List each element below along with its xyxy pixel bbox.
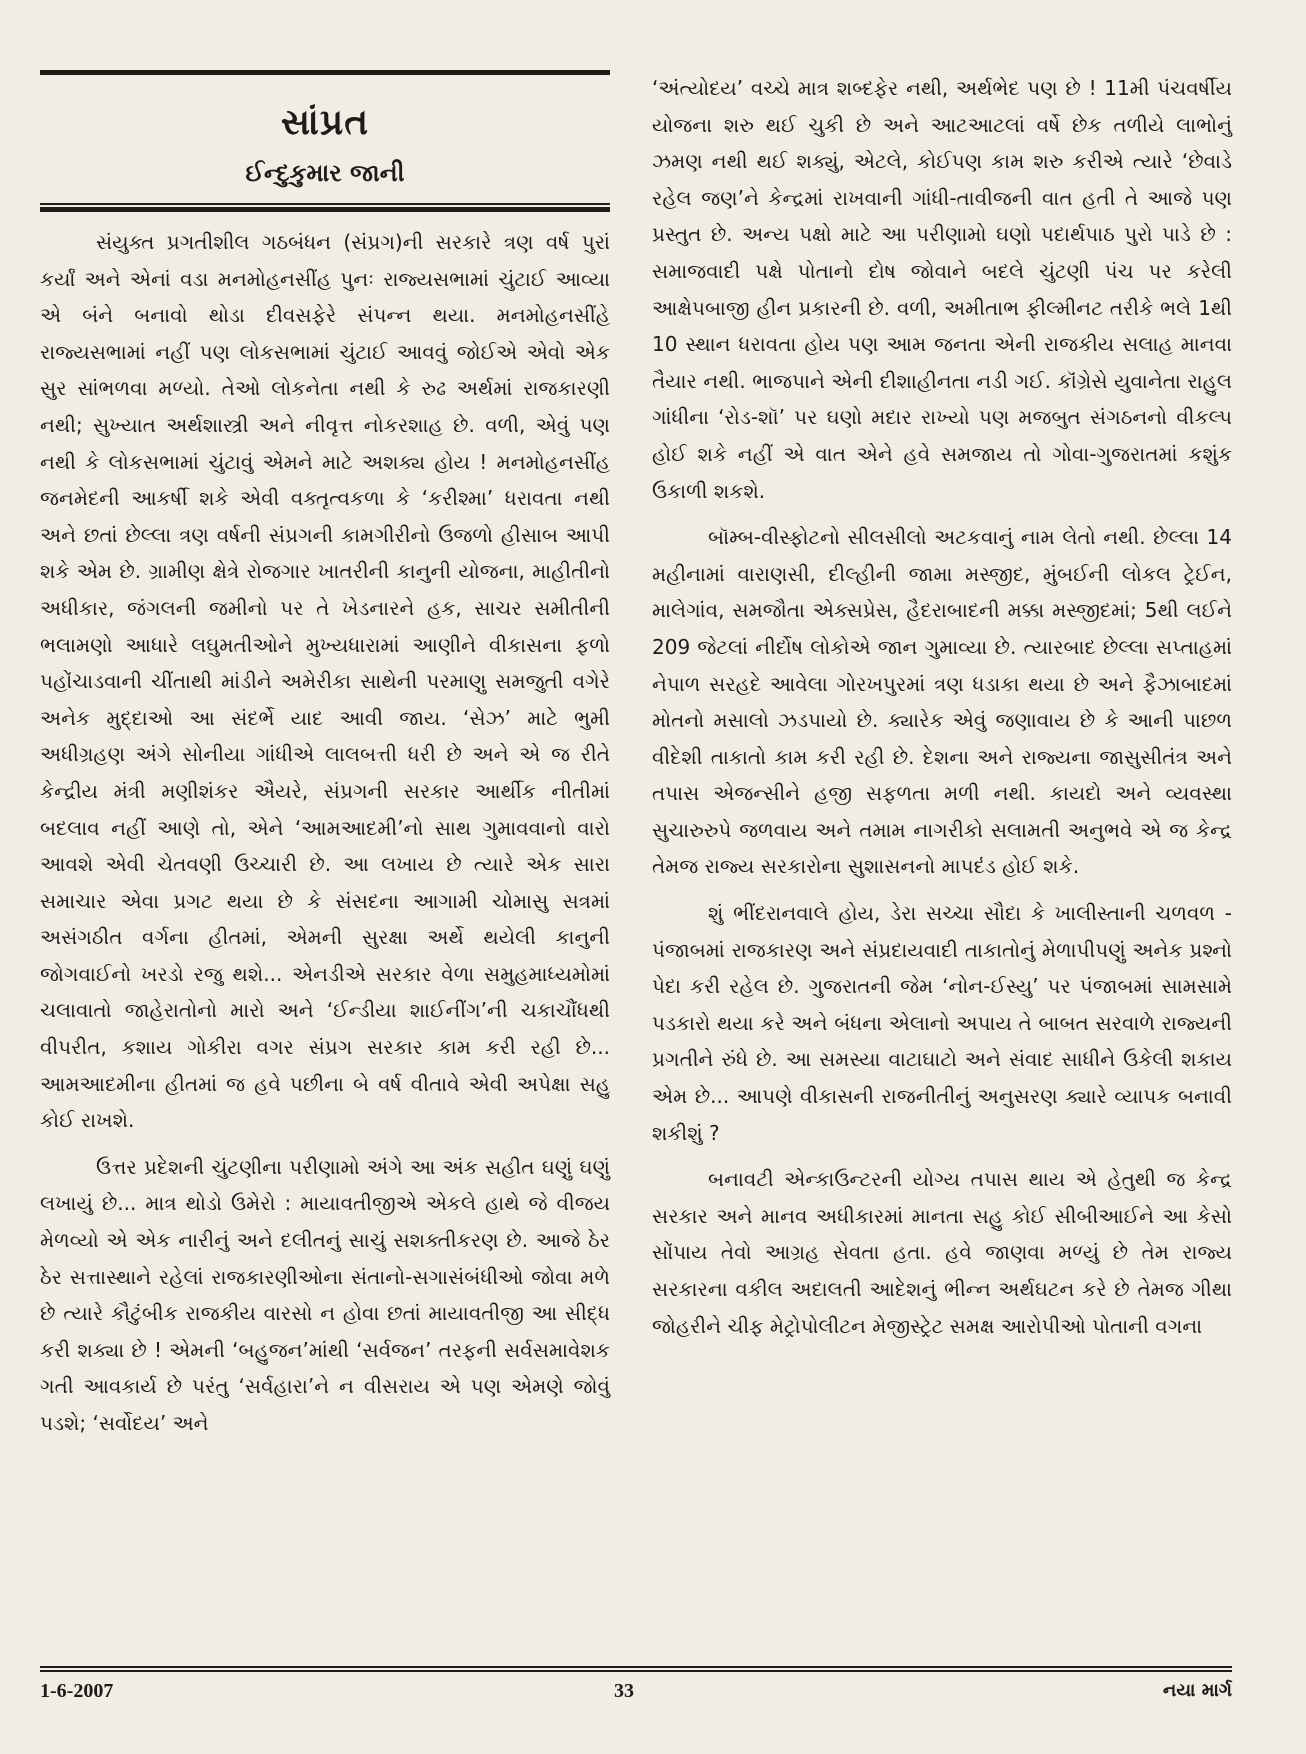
footer-rule-top — [40, 1666, 1232, 1668]
header-top-rule — [40, 70, 610, 75]
footer-rule — [40, 1670, 1232, 1672]
header-thin-rule — [40, 203, 610, 205]
page-footer — [40, 1680, 1232, 1716]
paragraph: શું ભીંદરાનવાલે હોય, ડેરા સચ્ચા સૌદા કે ખાલીસ્તાની ચળવળ - પંજાબમાં રાજકારણ અને સંપ્રદાયવાદી તાકાતોનું મેળાપીપણું અનેક પ્રશ્નો પેદા કરી રહેલ છે. ગુજરાતની જેમ ‘નોન-ઈસ્યુ’ પર પંજાબમાં સામસામે પડકારો થયા કરે અને બંધના એલાનો અપાય તે બાબત સરવાળે રાજ્યની પ્રગતીને રુંધે છે. આ સમસ્યા વાટાઘાટો અને સંવાદ સાધીને ઉકેલી શકાય એમ છે... આપણે વીકાસની રાજનીતીનું અનુસરણ ક્યારે વ્યાપક બનાવી શકીશું ? — [652, 901, 1232, 1145]
paragraph: બૉમ્બ-વીસ્ફોટનો સીલસીલો અટકવાનું નામ લેતો નથી. છેલ્લા 14 મહીનામાં વારાણસી, દીલ્હીની જામા મસ્જીદ, મુંબઈની લોકલ ટ્રેઈન, માલેગાંવ, સમજૌતા એક્સપ્રેસ, હૈદરાબાદની મક્કા મસ્જીદમાં; 5થી લઈને 209 જેટલાં નીર્દોષ લોકોએ જાન ગુમાવ્યા છે. ત્યારબાદ છેલ્લા સપ્તાહમાં નેપાળ સરહદે આવેલા ગોરખપુરમાં ત્રણ ધડાકા થયા છે અને ફૈઝાબાદમાં મોતનો મસાલો ઝડપાયો છે. ક્યારેક એવું જણાવાય છે કે આની પાછળ વીદેશી તાકાતો કામ કરી રહી છે. દેશના અને રાજ્યના જાસુસીતંત્ર અને તપાસ એજન્સીને હજી સફળતા મળી નથી. કાયદો અને વ્યવસ્થા સુચારુરુપે જળવાય અને તમામ નાગરીકો સલામતી અનુભવે એ જ કેન્દ્ર તેમજ રાજ્ય સરકારોના સુશાસનનો માપદંડ હોઈ શકે. — [652, 525, 1232, 879]
page-number: 33 — [614, 1680, 634, 1702]
left-column — [40, 70, 610, 1442]
section-title: સાંપ્રત — [280, 102, 370, 143]
right-column — [652, 70, 1232, 1344]
paragraph: બનાવટી એન્કાઉન્ટરની યોગ્ય તપાસ થાય એ હેતુથી જ કેન્દ્ર સરકાર અને માનવ અધીકારમાં માનતા સહુ કોઈ સીબીઆઈને આ કેસો સોંપાય તેવો આગ્રહ સેવતા હતા. હવે જાણવા મળ્યું છે તેમ રાજ્ય સરકારના વકીલ અદાલતી આદેશનું ભીન્ન અર્થઘટન કરે છે તેમજ ગીથા જોહરીને ચીફ મેટ્રોપોલીટન મેજીસ્ટ્રેટ સમક્ષ આરોપીઓ પોતાની વગના — [652, 1167, 1232, 1338]
author-name: ઈન્દુકુમાર જાની — [245, 159, 405, 187]
magazine-name: નયા માર્ગ — [1162, 1680, 1232, 1701]
issue-date: 1-6-2007 — [40, 1680, 114, 1702]
header-bottom-rule — [40, 203, 610, 212]
paragraph: ‘અંત્યોદય’ વચ્ચે માત્ર શબ્દફેર નથી, અર્થભેદ પણ છે ! 11મી પંચવર્ષીય યોજના શરુ થઈ ચુકી છે અને આટઆટલાં વર્ષે છેક તળીયે લાભોનું ઝમણ નથી થઈ શક્યું, એટલે, કોઈપણ કામ શરુ કરીએ ત્યારે ‘છેવાડે રહેલ જણ’ને કેન્દ્રમાં રાખવાની ગાંધી-તાવીજની વાત હતી તે આજે પણ પ્રસ્તુત છે. અન્ય પક્ષો માટે આ પરીણામો ઘણો પદાર્થપાઠ પુરો પાડે છે : સમાજવાદી પક્ષે પોતાનો દોષ જોવાને બદલે ચુંટણી પંચ પર કરેલી આક્ષેપબાજી હીન પ્રકારની છે. વળી, અમીતાભ ફીલ્મીનટ તરીકે ભલે 1થી 10 સ્થાન ધરાવતા હોય પણ આમ જનતા એની રાજકીય સલાહ માનવા તૈયાર નથી. ભાજપાને એની દીશાહીનતા નડી ગઈ. કૉંગ્રેસે યુવાનેતા રાહુલ ગાંધીના ‘રોડ-શૉ’ પર ઘણો મદાર રાખ્યો પણ મજબુત સંગઠનનો વીકલ્પ હોઈ શકે નહીં એ વાત એને હવે સમજાય તો ગોવા-ગુજરાતમાં કશુંક ઉકાળી શકશે. — [652, 76, 1232, 503]
article-header — [40, 70, 610, 212]
paragraph: સંયુક્ત પ્રગતીશીલ ગઠબંધન (સંપ્રગ)ની સરકારે ત્રણ વર્ષ પુરાં કર્યાં અને એનાં વડા મનમોહનસીંહ પુનઃ રાજ્યસભામાં ચુંટાઈ આવ્યા એ બંને બનાવો થોડા દીવસફેરે સંપન્ન થયા. મનમોહનસીંહે રાજ્યસભામાં નહીં પણ લોકસભામાં ચુંટાઈ આવવું જોઈએ એવો એક સુર સાંભળવા મળ્યો. તેઓ લોકનેતા નથી કે રુઢ અર્થમાં રાજકારણી નથી; સુખ્યાત અર્થશાસ્ત્રી અને નીવૃત્ત નોકરશાહ છે. વળી, એવું પણ નથી કે લોકસભામાં ચુંટાવું એમને માટે અશક્ય હોય ! મનમોહનસીંહ જનમેદની આકર્ષી શકે એવી વક્તૃત્વકળા કે ‘કરીશ્મા’ ધરાવતા નથી અને છતાં છેલ્લા ત્રણ વર્ષની સંપ્રગની કામગીરીનો ઉજળો હીસાબ આપી શકે એમ છે. ગ્રામીણ ક્ષેત્રે રોજગાર ખાતરીની કાનુની યોજના, માહીતીનો અધીકાર, જંગલની જમીનો પર તે ખેડનારને હક, સાચર સમીતીની ભલામણો આધારે લઘુમતીઓને મુખ્યધારામાં આણીને વીકાસના ફળો પહોંચાડવાની ચીંતાથી માંડીને અમેરીકા સાથેની પરમાણુ સમજુતી વગેરે અનેક મુદ્દાઓ આ સંદર્ભે યાદ આવી જાય. ‘સેઝ’ માટે ભુમી અધીગ્રહણ અંગે સોનીયા ગાંધીએ લાલબત્તી ધરી છે અને એ જ રીતે કેન્દ્રીય મંત્રી મણીશંકર ઐયરે, સંપ્રગની સરકાર આર્થીક નીતીમાં બદલાવ નહીં આણે તો, એને ‘આમઆદમી’નો સાથ ગુમાવવાનો વારો આવશે એવી ચેતવણી ઉચ્ચારી છે. આ લખાય છે ત્યારે એક સારા સમાચાર એવા પ્રગટ થયા છે કે સંસદના આગામી ચોમાસુ સત્રમાં અસંગઠીત વર્ગના હીતમાં, એમની સુરક્ષા અર્થે થયેલી કાનુની જોગવાઈનો ખરડો રજુ થશે... એનડીએ સરકાર વેળા સમુહમાધ્યમોમાં ચલાવાતો જાહેરાતોનો મારો અને ‘ઈન્ડીયા શાઈનીંગ’ની ચકાચૌંધથી વીપરીત, કશાય ગોકીરા વગર સંપ્રગ સરકાર કામ કરી રહી છે... આમઆદમીના હીતમાં જ હવે પછીના બે વર્ષ વીતાવે એવી અપેક્ષા સહુ કોઈ રાખશે. — [40, 230, 610, 1133]
left-column-body — [40, 224, 610, 1442]
paragraph: ઉત્તર પ્રદેશની ચુંટણીના પરીણામો અંગે આ અંક સહીત ઘણું ઘણું લખાયું છે... માત્ર થોડો ઉમેરો : માયાવતીજીએ એકલે હાથે જે વીજય મેળવ્યો એ એક નારીનું અને દલીતનું સાચું સશક્તીકરણ છે. આજે ઠેર ઠેર સત્તાસ્થાને રહેલાં રાજકારણીઓના સંતાનો-સગાસંબંધીઓ જોવા મળે છે ત્યારે કૌટુંબીક રાજકીય વારસો ન હોવા છતાં માયાવતીજી આ સીદ્ધ કરી શક્યા છે ! એમની ‘બહુજન’માંથી ‘સર્વજન’ તરફની સર્વસમાવેશક ગતી આવકાર્ય છે પરંતુ ‘સર્વહારા’ને ન વીસરાય એ પણ એમણે જોવું પડશે; ‘સર્વોદય’ અને — [40, 1154, 610, 1435]
header-thick-rule — [40, 207, 610, 212]
